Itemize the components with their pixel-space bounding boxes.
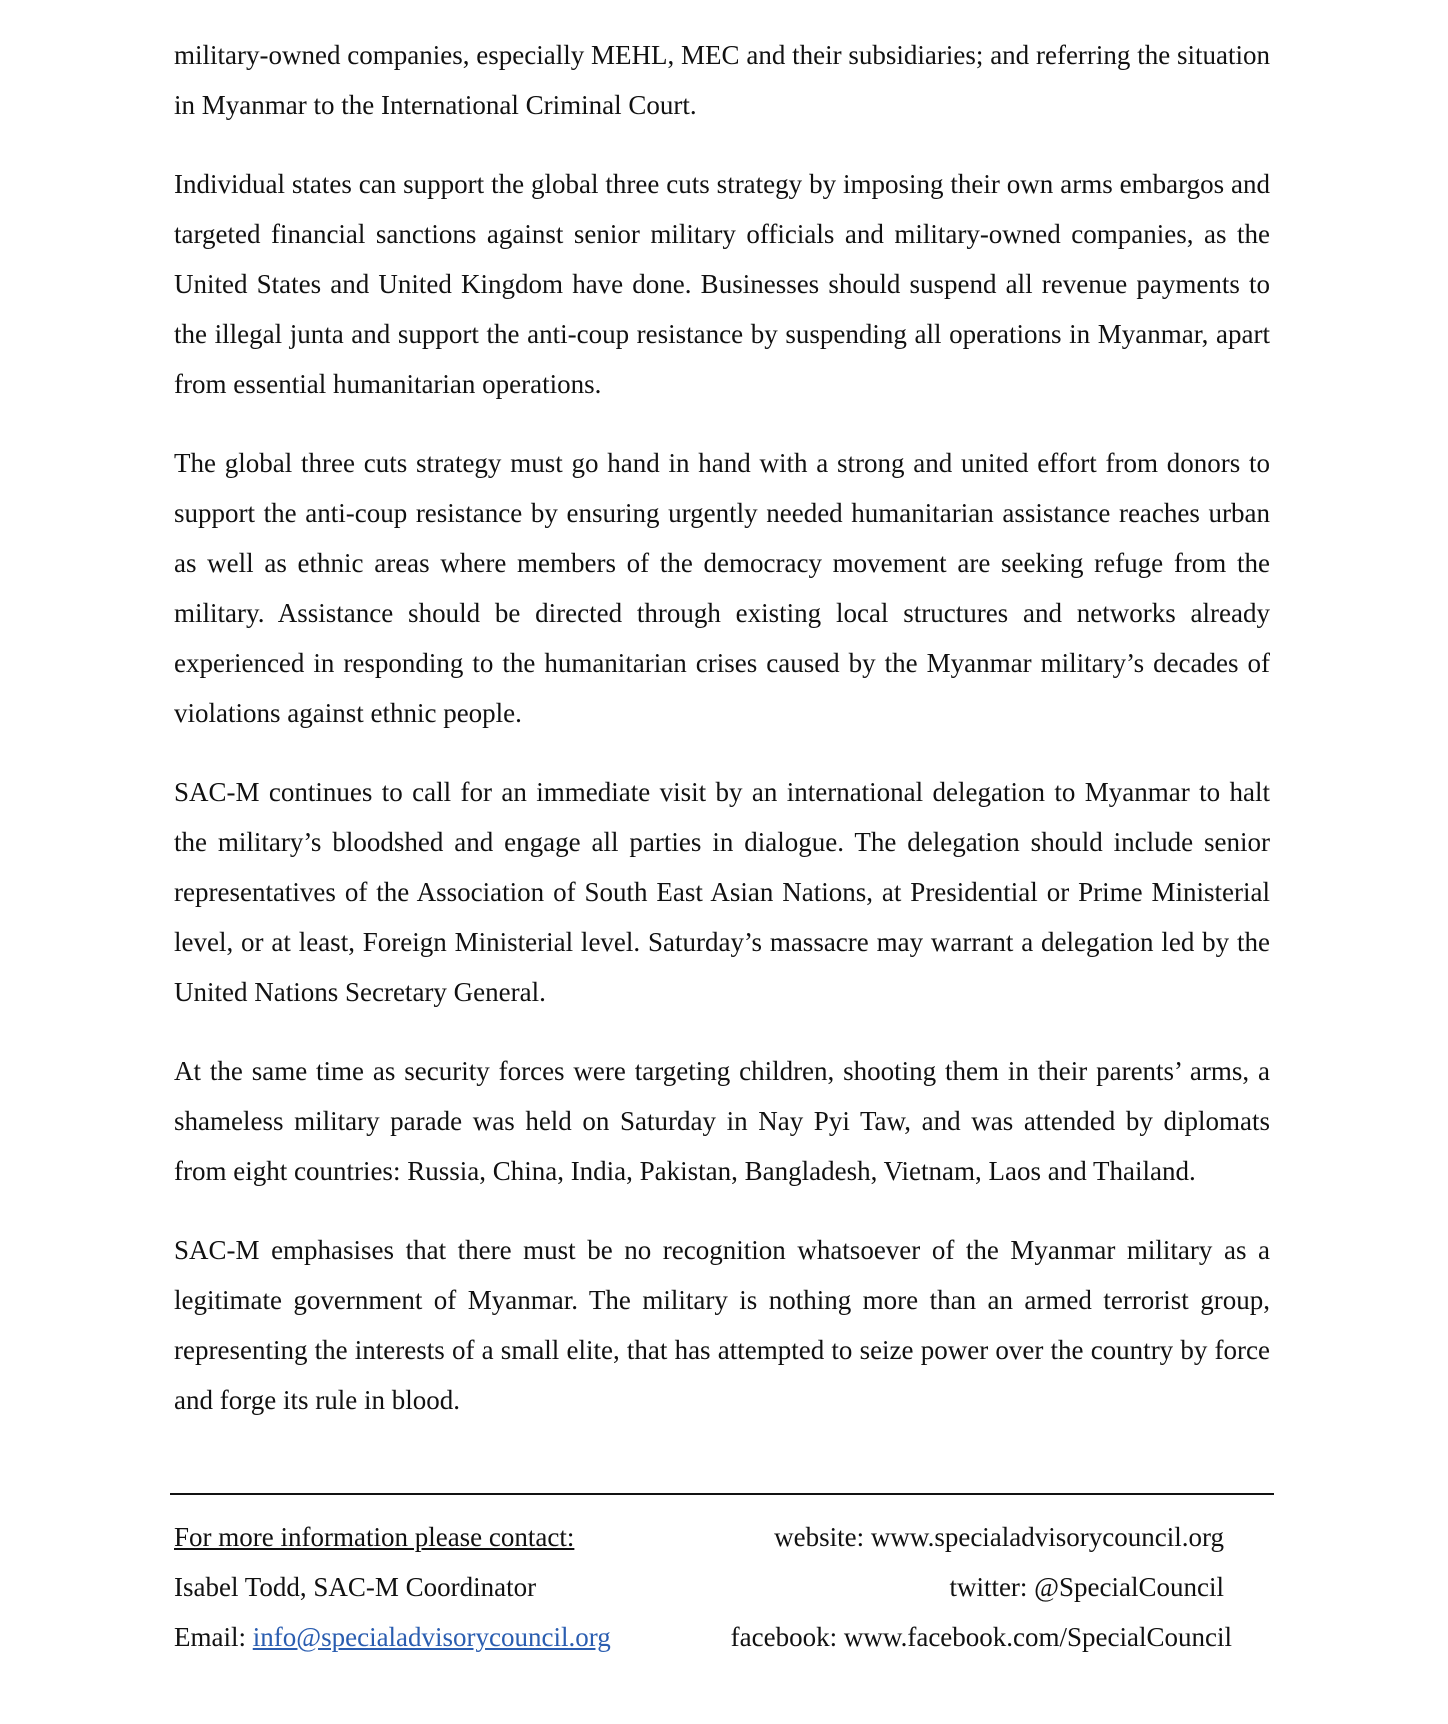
twitter-text: twitter: @SpecialCouncil bbox=[949, 1572, 1224, 1602]
paragraph-humanitarian-assistance: The global three cuts strategy must go hand in hand with a strong and united effort from donors to support the anti-coup resistance by ensuring urgently needed humanitarian assistance reaches urban as well as ethnic areas where members of the democracy movement are seeking refuge from the military. Assistance should be directed through existing local structures and networks already experienced in responding to the humanitarian crises caused by the Myanmar military’s decades of violations against ethnic people. bbox=[174, 448, 1270, 728]
footer-divider bbox=[170, 1493, 1274, 1495]
contact-name: Isabel Todd, SAC-M Coordinator bbox=[174, 1572, 537, 1602]
contact-heading: For more information please contact: bbox=[174, 1522, 575, 1552]
paragraph-international-delegation: SAC-M continues to call for an immediate visit by an international delegation to Myanmar to halt the military’s bloodshed and engage all parties in dialogue. The delegation should include senior representatives of the Association of South East Asian Nations, at Presidential or Prime Ministerial level, or at least, Foreign Ministerial level. Saturday’s massacre may warrant a delegation led by the United Nations Secretary General. bbox=[174, 777, 1270, 1007]
contact-row-3 bbox=[174, 1612, 1232, 1662]
email-line bbox=[174, 1612, 611, 1662]
contact-footer bbox=[174, 1512, 1232, 1662]
website-text: website: www.specialadvisorycouncil.org bbox=[774, 1522, 1224, 1552]
document-body bbox=[174, 30, 1270, 1425]
paragraph-individual-states: Individual states can support the global three cuts strategy by imposing their own arms embargos and targeted financial sanctions against senior military officials and military-owned companies, as the United States and United Kingdom have done. Businesses should suspend all revenue payments to the illegal junta and support the anti-coup resistance by suspending all operations in Myanmar, apart from essential humanitarian operations. bbox=[174, 169, 1270, 399]
paragraph-no-recognition: SAC-M emphasises that there must be no recognition whatsoever of the Myanmar military as a legitimate government of Myanmar. The military is nothing more than an armed terrorist group, representing the interests of a small elite, that has attempted to seize power over the country by force and forge its rule in blood. bbox=[174, 1235, 1270, 1415]
paragraph-sanctions-icc: military-owned companies, especially MEHL, MEC and their subsidiaries; and referring the situation in Myanmar to the International Criminal Court. bbox=[174, 40, 1270, 120]
contact-row-1 bbox=[174, 1512, 1224, 1562]
email-label: Email: bbox=[174, 1622, 253, 1652]
facebook-text: facebook: www.facebook.com/SpecialCouncil bbox=[730, 1622, 1232, 1652]
paragraph-military-parade: At the same time as security forces were targeting children, shooting them in their parents’ arms, a shameless military parade was held on Saturday in Nay Pyi Taw, and was attended by diplomats from eight countries: Russia, China, India, Pakistan, Bangladesh, Vietnam, Laos and Thailand. bbox=[174, 1056, 1270, 1186]
contact-row-2 bbox=[174, 1562, 1224, 1612]
email-link[interactable]: info@specialadvisorycouncil.org bbox=[252, 1622, 611, 1652]
